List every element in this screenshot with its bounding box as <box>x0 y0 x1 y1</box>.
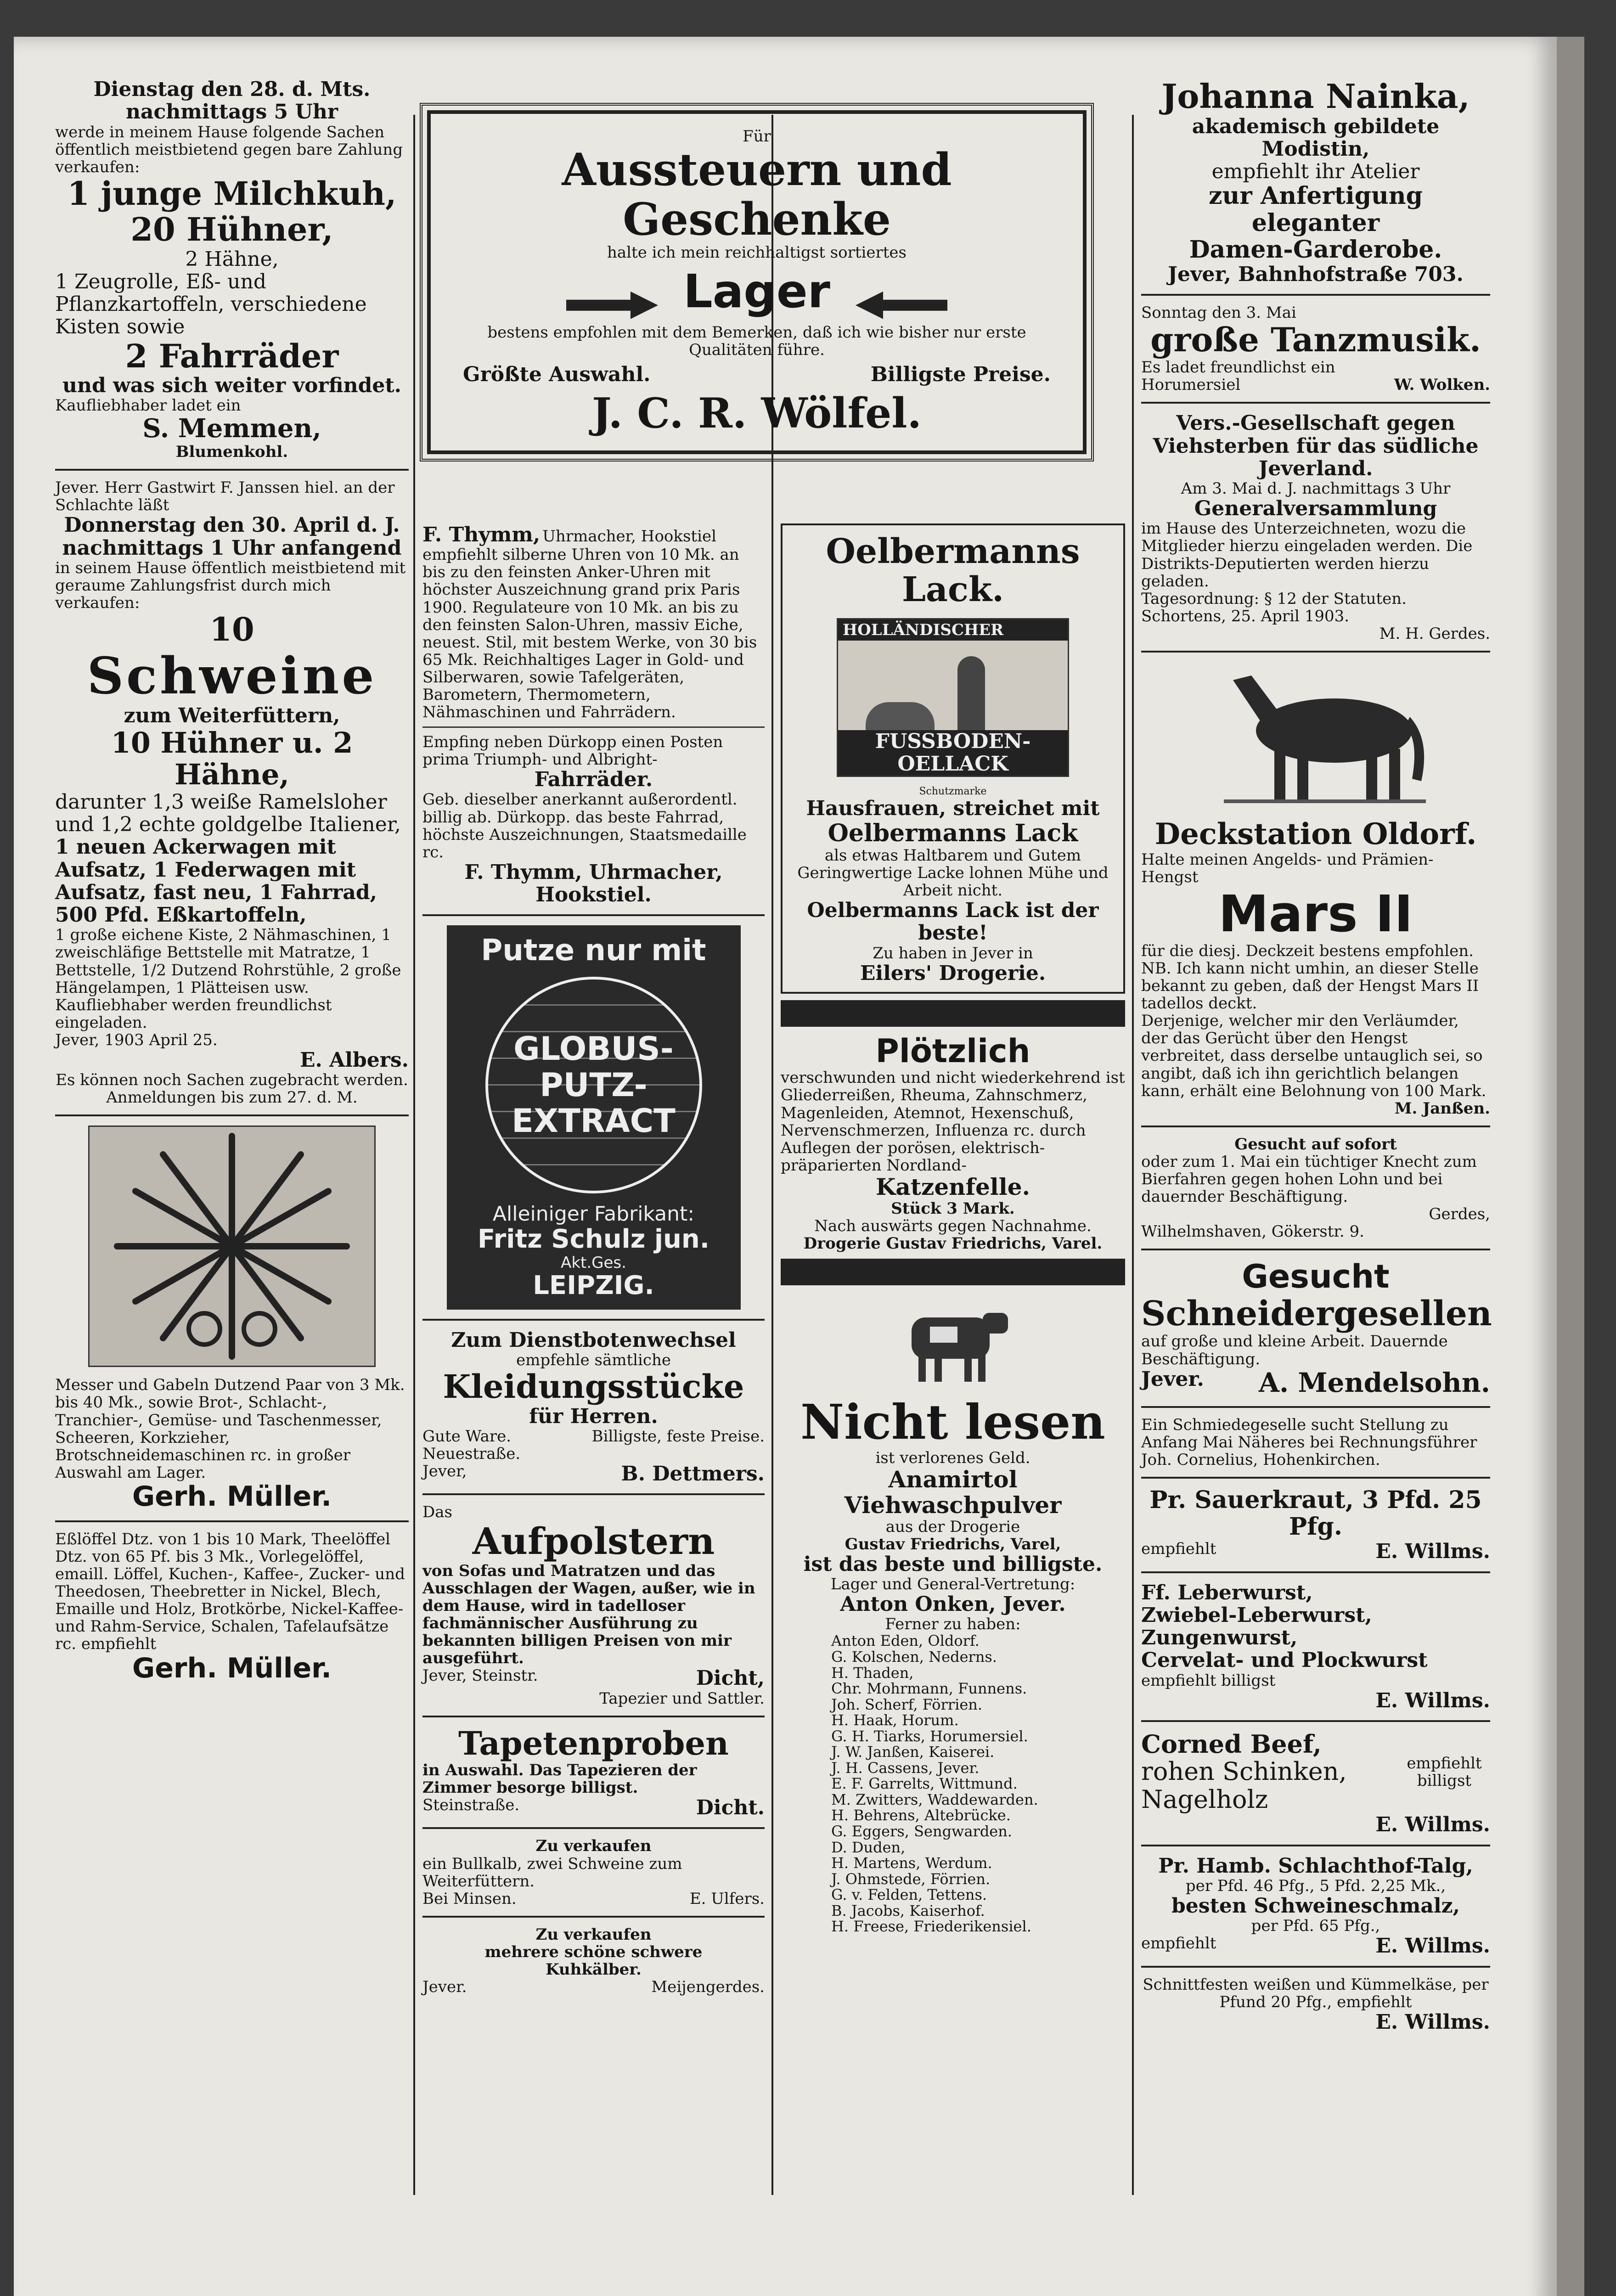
price-note: Billigste, feste Preise. <box>591 1427 765 1446</box>
headline: Putze nur mit <box>481 934 706 968</box>
body-text: bestens empfohlen mit dem Bemerken, daß ich wie bisher nur erste Qualitäten führe. <box>487 323 1026 359</box>
advertiser-name: E. Willms. <box>1375 2010 1490 2034</box>
product-name: Oelbermanns Lack <box>828 819 1078 847</box>
item-breeds: darunter 1,3 weiße Ramelsloher und 1,2 echte goldgelbe Italiener, <box>55 790 401 837</box>
headline: große Tanzmusik. <box>1150 320 1481 360</box>
advertiser-name: Gerh. Müller. <box>132 1480 332 1513</box>
column-2a <box>422 523 765 1996</box>
ad-schmiedegeselle <box>1141 1416 1490 1469</box>
also-available-label: Ferner zu haben: <box>885 1615 1021 1634</box>
column-4 <box>1141 78 1490 2033</box>
headline: Plötzlich <box>875 1032 1030 1070</box>
tin-label-bottom: FUSSBODEN-OELLACK <box>838 730 1068 776</box>
list-item: G. Kolschen, Nederns. <box>831 1648 997 1666</box>
headline: Aussteuern und Geschenke <box>562 144 952 245</box>
headline: Gesucht auf sofort <box>1234 1135 1397 1154</box>
advertiser-name: B. Dettmers. <box>621 1462 765 1486</box>
ad-auction-albers <box>55 479 409 1106</box>
address: Steinstraße. <box>422 1796 520 1815</box>
town: Jever, <box>422 1462 467 1480</box>
advertiser-name: Dicht. <box>696 1796 765 1820</box>
list-item: G. H. Tiarks, Horumersiel. <box>831 1727 1028 1745</box>
ad-meijengerdes-sale <box>422 1926 765 1996</box>
item-cow: 1 junge Milchkuh, <box>67 174 397 213</box>
signature: M. Janßen. <box>1394 1099 1490 1118</box>
place: Jever. <box>1141 1367 1204 1391</box>
body-text: auf große und kleine Arbeit. Dauernde Beschäftigung. <box>1141 1332 1448 1368</box>
ad-deckstation-oldorf <box>1141 662 1490 1117</box>
item-roosters: 2 Hähne, <box>185 247 279 271</box>
subline: empfiehlt ihr Atelier <box>1211 160 1420 184</box>
advertiser-name: Gerdes, <box>1429 1205 1490 1224</box>
agency-label: Lager und General-Vertretung: <box>830 1575 1075 1594</box>
tin-label-top: HOLLÄNDISCHER <box>838 619 1068 641</box>
slogan: ist das beste und billigste. <box>803 1552 1103 1576</box>
ad-auction-memmen <box>55 78 409 461</box>
list-item: Anton Eden, Oldorf. <box>831 1632 980 1650</box>
pointing-hand-icon <box>566 292 658 319</box>
body-text: als etwas Haltbarem und Gutem Geringwertige Lacke lohnen Mühe und Arbeit nicht. <box>797 846 1109 900</box>
brand-line-2: PUTZ- <box>540 1066 648 1104</box>
retailer-name: Eilers' Drogerie. <box>860 961 1046 985</box>
agenda: Tagesordnung: § 12 der Statuten. <box>1141 589 1407 608</box>
ad-katzenfelle <box>781 1033 1125 1252</box>
list-item: H. Thaden, <box>831 1664 914 1682</box>
item: Kuhkälber. <box>546 1960 642 1979</box>
advertiser-trade: Tapezier und Sattler. <box>599 1689 765 1708</box>
address: Jever, Steinstr. <box>422 1666 538 1685</box>
column-1 <box>55 78 409 1684</box>
list-item: Joh. Scherf, Förrien. <box>831 1695 983 1713</box>
ad-dicht-wallpaper <box>422 1726 765 1819</box>
price-2: per Pfd. 65 Pfg., <box>1251 1917 1380 1936</box>
advertiser-name: E. Ulfers. <box>689 1889 765 1908</box>
divider <box>422 1716 765 1717</box>
list-item: H. Haak, Horum. <box>831 1711 959 1729</box>
body-text: Ein Schmiedegeselle sucht Stellung zu Anfang Mai Näheres bei Rechnungsführer Joh. Cornelius, Hohenkirchen. <box>1141 1415 1477 1469</box>
product-name: Anamirtol Viehwaschpulver <box>844 1465 1062 1519</box>
trademark-note: Schutzmarke <box>919 785 987 797</box>
advertiser-name: F. Thymm, <box>422 523 541 546</box>
subline: Hausfrauen, streichet mit <box>806 797 1100 821</box>
agent-name: Anton Onken, Jever. <box>840 1593 1066 1616</box>
subline: Halte meinen Angelds- und Prämien-Hengst <box>1141 850 1434 886</box>
slogan-right: Billigste Preise. <box>870 362 1051 386</box>
black-bar <box>781 1000 1125 1027</box>
ad-ulfers-sale <box>422 1837 765 1907</box>
advertiser-name: A. Mendelsohn. <box>1258 1367 1490 1398</box>
cow-illustration <box>884 1294 1022 1386</box>
offer-text: Empfing neben Dürkopp einen Posten prima Triumph- und Albright- <box>422 733 723 769</box>
subline: empfehle sämtliche <box>516 1351 671 1370</box>
list-item: M. Zwitters, Waddewarden. <box>831 1790 1038 1808</box>
recommend-word: empfiehlt <box>1141 1934 1216 1953</box>
meeting-title: Generalversammlung <box>1194 497 1437 521</box>
bicycles-heading: Fahrräder. <box>534 768 653 792</box>
date-line: Sonntag den 3. Mai <box>1141 304 1296 322</box>
column-rule-1 <box>413 115 415 2195</box>
list-item: Chr. Mohrmann, Funnens. <box>831 1680 1027 1698</box>
list-item: G. v. Felden, Tettens. <box>831 1886 987 1904</box>
lager-word: Lager <box>683 264 830 319</box>
advertiser-name: E. Willms. <box>1375 1934 1490 1958</box>
list-item: J. H. Cassens, Jever. <box>831 1759 980 1777</box>
brand-line-3: EXTRACT <box>512 1102 676 1140</box>
advertiser-name: W. Wolken. <box>1394 376 1490 394</box>
pointing-hand-icon <box>856 292 947 319</box>
ad-nainka-modistin <box>1141 78 1490 286</box>
ad-thymm-watches <box>422 523 765 906</box>
ad-willms-sauerkraut <box>1141 1487 1490 1563</box>
headline: Zum Dienstbotenwechsel <box>451 1328 736 1352</box>
maker-suffix: Akt.Ges. <box>561 1253 626 1272</box>
place: Bei Minsen. <box>422 1889 517 1908</box>
ad-woelfel-lager <box>427 110 1087 454</box>
body-text: für die diesj. Deckzeit bestens empfohlen. NB. Ich kann nicht umhin, an dieser Stelle bekannt zu geben, daß der Hengst Mars II tadellos deckt. <box>1141 941 1479 1013</box>
item-rest: und was sich weiter vorfindet. <box>62 374 401 397</box>
list-item: G. Eggers, Sengwarden. <box>831 1823 1013 1840</box>
list-item: J. Ohmstede, Förrien. <box>831 1870 991 1888</box>
price-1: per Pfd. 46 Pfg., 5 Pfd. 2,25 Mk., <box>1185 1876 1446 1895</box>
headline: Nicht lesen <box>800 1394 1105 1451</box>
list-item: H. Behrens, Altebrücke. <box>831 1806 1011 1824</box>
body-text: verschwunden und nicht wiederkehrend ist Gliederreißen, Rheuma, Zahnschmerz, Magenleiden, Atemnot, Hexenschuß, Nervenschmerzen, Influenza rc. durch Auflegen der porösen, elektrisch-präparierten Nordland- <box>781 1069 1125 1175</box>
maker-label: Alleiniger Fabrikant: <box>492 1202 695 1226</box>
divider <box>55 1520 409 1522</box>
headline: Deckstation Oldorf. <box>1154 816 1477 851</box>
address: Jever, Bahnhofstraße 703. <box>1168 263 1464 287</box>
list-item: D. Duden, <box>831 1838 906 1856</box>
item-pigs: Schweine <box>87 646 377 706</box>
bicycles-text: Geb. dieselber anerkannt außerordentl. billig ab. Dürkopp. das beste Fahrrad, höchste Auszeichnungen, Staatsmedaille rc. <box>422 790 747 861</box>
slogan: Oelbermanns Lack ist der beste! <box>807 899 1099 945</box>
list-item: H. Freese, Friederikensiel. <box>831 1918 1031 1936</box>
divider <box>422 1827 765 1829</box>
invite-text: Es ladet freundlichst ein <box>1141 358 1335 377</box>
item-hens: 20 Hühner, <box>130 210 333 249</box>
subline: ist verlorenes Geld. <box>875 1448 1030 1467</box>
quality-note: Gute Ware. <box>422 1427 512 1446</box>
globe-icon <box>485 977 702 1193</box>
address: Wilhelmshaven, Gökerstr. 9. <box>1141 1222 1364 1241</box>
divider <box>1141 1477 1490 1479</box>
body-text: Schnittfesten weißen und Kümmelkäse, per Pfund 20 Pfg., empfiehlt <box>1143 1975 1489 2011</box>
intro-text: Jever. Herr Gastwirt F. Janssen hiel. an der Schlachte läßt <box>55 478 395 515</box>
street: Neuestraße. <box>422 1444 521 1463</box>
product-heading: Kleidungsstücke <box>443 1367 744 1406</box>
headline: Dienstag den 28. d. Mts. <box>93 78 371 101</box>
advertiser-name: S. Memmen, <box>142 413 321 444</box>
black-bar <box>781 1259 1125 1285</box>
place-date: Schortens, 25. April 1903. <box>1141 607 1350 625</box>
divider <box>1141 1406 1490 1408</box>
divider <box>422 1916 765 1918</box>
divider <box>422 726 765 728</box>
ad-cutlery-mueller <box>55 1125 409 1512</box>
advertiser-name: Meijengerdes. <box>651 1978 765 1997</box>
divider <box>422 914 765 916</box>
advertiser-trade: Uhrmacher, Hookstiel <box>542 527 716 546</box>
divider <box>1141 651 1490 653</box>
ad-dettmers-clothing <box>422 1329 765 1485</box>
advertiser-name: Dicht, <box>696 1666 765 1690</box>
item-4: Cervelat- und Plockwurst <box>1141 1649 1428 1672</box>
body-text: im Hause des Unterzeichneten, wozu die Mitglieder hierzu eingeladen werden. Die Distrikts-Deputierten werden hierzu geladen. <box>1141 519 1473 591</box>
ad-mendelsohn <box>1141 1259 1490 1397</box>
divider <box>1141 294 1490 296</box>
mail-order-note: Nach auswärts gegen Nachnahme. <box>814 1216 1092 1235</box>
divider <box>55 469 409 471</box>
time-line: nachmittags 1 Uhr anfangend <box>62 536 402 560</box>
headline: Vers.-Gesellschaft gegen Viehsterben für das südliche Jeverland. <box>1153 411 1479 480</box>
ad-knecht-wanted <box>1141 1136 1490 1240</box>
invite-text: Kaufliebhaber ladet ein <box>55 396 241 415</box>
body-text: von Sofas und Matratzen und das Ausschlagen der Wagen, außer, wie in dem Hause, wird in tadelloser fachmännischer Ausführung zu bekannten billigen Preisen von mir ausgeführt. <box>422 1561 755 1668</box>
drugstore-name: Gustav Friedrichs, Varel, <box>845 1535 1061 1553</box>
advertiser-place: Blumenkohl. <box>175 443 288 461</box>
advertiser-name: E. Willms. <box>1375 1688 1490 1712</box>
body-text: Messer und Gabeln Dutzend Paar von 3 Mk. bis 40 Mk., sowie Brot-, Schlacht-, Tranchier-, Gemüse- und Taschenmesser, Scheeren, Korkzieher, Brotschneidemaschinen rc. in großer Auswahl am Lager. <box>55 1376 405 1482</box>
column-3 <box>781 523 1125 1935</box>
product-sub: für Herren. <box>529 1404 658 1428</box>
list-item: E. F. Garrelts, Wittmund. <box>831 1775 1018 1793</box>
advertiser-name: J. C. R. Wölfel. <box>592 389 922 438</box>
divider <box>1141 402 1490 404</box>
body-text: in seinem Hause öffentlich meistbietend mit geraume Zahlungsfrist durch mich verkaufen: <box>55 558 406 612</box>
item-2: Zwiebel-Leberwurst, <box>1141 1603 1372 1627</box>
subline: halte ich mein reichhaltigst sortiertes <box>607 243 907 262</box>
item-2: besten Schweineschmalz, <box>1171 1894 1460 1918</box>
date-line: Am 3. Mai d. J. nachmittags 3 Uhr <box>1181 479 1451 498</box>
list-item: J. W. Janßen, Kaiserei. <box>831 1743 995 1761</box>
ad-spoons-mueller <box>55 1531 409 1684</box>
headline: Aufpolstern <box>472 1519 715 1563</box>
ad-willms-sausage <box>1141 1581 1490 1712</box>
item-furniture: 1 große eichene Kiste, 2 Nähmaschinen, 1 zweischläfige Bettstelle mit Matratze, 1 Bettstelle, 1/2 Dutzend Rohrstühle, 2 große Hängelampen, 1 Plätteisen usw. Kaufliebhaber werden freundlichst eingeladen. <box>55 926 401 1032</box>
product-name: Katzenfelle. <box>875 1173 1030 1200</box>
item-1: Ff. Leberwurst, <box>1141 1581 1313 1604</box>
place: Horumersiel <box>1141 376 1241 394</box>
intro-word: Für <box>743 127 771 146</box>
time-line: nachmittags 5 Uhr <box>125 100 338 124</box>
item-3: Nagelholz <box>1141 1784 1268 1814</box>
service-line-2: Damen-Garderobe. <box>1189 235 1442 264</box>
body-text: ein Bullkalb, zwei Schweine zum Weiterfüttern. <box>422 1854 682 1891</box>
slogan-left: Größte Auswahl. <box>463 362 651 386</box>
recommend-line: empfiehlt billigst <box>1141 1671 1276 1690</box>
headline: Zu verkaufen <box>535 1925 652 1944</box>
stallion-name: Mars II <box>1218 884 1413 943</box>
advertiser-name: Johanna Nainka, <box>1161 77 1470 116</box>
recommend-line: empfiehlt billigst <box>1407 1754 1482 1790</box>
body-text: in Auswahl. Das Tapezieren der Zimmer besorge billigst. <box>422 1761 697 1797</box>
ad-willms-talg <box>1141 1855 1490 1958</box>
divider <box>422 1319 765 1321</box>
profession: akademisch gebildete Modistin, <box>1192 114 1440 161</box>
list-item: B. Jacobs, Kaiserhof. <box>831 1902 985 1919</box>
headline: Tapetenproben <box>458 1724 729 1762</box>
place: Jever. <box>422 1978 467 1997</box>
item-3: Zungenwurst, <box>1141 1626 1298 1650</box>
body-text: werde in meinem Hause folgende Sachen öffentlich meistbietend gegen bare Zahlung verkaufen: <box>55 123 403 176</box>
headline: Pr. Sauerkraut, 3 Pfd. 25 Pfg. <box>1149 1486 1482 1541</box>
item-1: Pr. Hamb. Schlachthof-Talg, <box>1158 1854 1473 1878</box>
maker-city: LEIPZIG. <box>533 1271 654 1301</box>
advertiser-signature: F. Thymm, Uhrmacher, Hookstiel. <box>464 860 723 907</box>
advertiser-name: E. Albers. <box>299 1048 409 1072</box>
headline: Zu verkaufen <box>535 1837 652 1856</box>
column-2 <box>422 78 1111 454</box>
advertiser-name: Drogerie Gustav Friedrichs, Varel. <box>803 1234 1103 1253</box>
position: Schneidergesellen <box>1141 1294 1492 1334</box>
divider <box>55 1114 409 1116</box>
source-line: aus der Drogerie <box>885 1517 1020 1536</box>
count-number: 10 <box>209 610 254 649</box>
ad-willms-cheese <box>1141 1976 1490 2033</box>
body-text: oder zum 1. Mai ein tüchtiger Knecht zum Bierfahren gegen hohen Lohn und bei dauernder Beschäftigung. <box>1141 1152 1477 1206</box>
maker-name: Fritz Schulz jun. <box>477 1224 710 1255</box>
reward-text: Derjenige, welcher mir den Verläumder, der das Gerücht über den Hengst verbreitet, dass derselbe untauglich sei, so angibt, daß ich ihn gerichtlich belangen kann, erhält eine Belohnung von 100 Mark. <box>1141 1012 1486 1100</box>
item-misc: 1 Zeugrolle, Eß- und Pflanzkartoffeln, verschiedene Kisten sowie <box>55 270 367 339</box>
date-line: Jever, 1903 April 25. <box>55 1030 218 1049</box>
divider <box>1141 1571 1490 1573</box>
ad-dicht-upholstery <box>422 1503 765 1707</box>
divider <box>422 1493 765 1495</box>
advertiser-name: E. Willms. <box>1375 1813 1490 1837</box>
body-text: Eßlöffel Dtz. von 1 bis 10 Mark, Theelöffel Dtz. von 65 Pf. bis 3 Mk., Vorlegelöffel, emaill. Löffel, Kuchen-, Kaffee-, Zucker- und Theedosen, Theebretter in Nickel, Blech, Emaille und Holz, Brotkörbe, Nickel-Kaffee- und Rahm-Service, Schalen, Tafelaufsätze rc. empfiehlt <box>55 1530 405 1654</box>
lack-tin-illustration <box>837 618 1069 777</box>
divider <box>1141 1125 1490 1127</box>
footer-note: Es können noch Sachen zugebracht werden. Anmeldungen bis zum 27. d. M. <box>56 1071 408 1107</box>
item-wagons: 1 neuen Ackerwagen mit Aufsatz, 1 Federwagen mit Aufsatz, fast neu, 1 Fahrrad, 500 Pfd. Eßkartoffeln, <box>55 835 377 927</box>
ad-willms-cornedbeef <box>1141 1730 1490 1836</box>
retailer-list <box>781 1633 1125 1934</box>
column-rule-3 <box>1132 115 1134 2195</box>
page-edge <box>1557 37 1584 2296</box>
ad-oelbermanns-lack <box>781 523 1125 994</box>
item-pigs-note: zum Weiterfüttern, <box>124 703 340 727</box>
list-item: H. Martens, Werdum. <box>831 1854 992 1872</box>
item-2: rohen Schinken, <box>1141 1757 1347 1786</box>
item-bicycles: 2 Fahrräder <box>125 337 339 375</box>
divider <box>1141 1720 1490 1722</box>
ad-wolken-dance <box>1141 304 1490 394</box>
item-1: Corned Beef, <box>1141 1729 1322 1759</box>
headline: Oelbermanns Lack. <box>826 532 1080 609</box>
date-line: Donnerstag den 30. April d. J. <box>64 513 400 537</box>
ad-globus-putz <box>447 925 741 1309</box>
advertiser-name: Gerh. Müller. <box>132 1652 332 1684</box>
horse-illustration <box>1196 662 1435 809</box>
headline: Gesucht <box>1242 1258 1390 1296</box>
divider <box>1141 1966 1490 1968</box>
body-text: mehrere schöne schwere <box>484 1942 703 1961</box>
service-line-1: zur Anfertigung eleganter <box>1209 182 1423 237</box>
divider <box>1141 1249 1490 1250</box>
intro-word: Das <box>422 1503 452 1522</box>
item-poultry: 10 Hühner u. 2 Hähne, <box>111 726 353 792</box>
ad-anamirtol <box>781 1294 1125 1935</box>
signature: M. H. Gerdes. <box>1379 624 1490 643</box>
available-text: Zu haben in Jever in <box>873 944 1033 962</box>
brand-line-1: GLOBUS- <box>513 1030 674 1068</box>
price: Stück 3 Mark. <box>891 1199 1015 1218</box>
recommend-word: empfiehlt <box>1141 1540 1216 1559</box>
ad-insurance-meeting <box>1141 412 1490 642</box>
advertiser-name: E. Willms. <box>1375 1540 1490 1564</box>
divider <box>1141 1845 1490 1846</box>
body-text: empfiehlt silberne Uhren von 10 Mk. an bis zu den feinsten Anker-Uhren mit höchster Auszeichnung grand prix Paris 1900. Regulateure von 10 Mk. an bis zu den feinsten Salon-Uhren, massiv Eiche, neuest. Stil, mit bestem Werke, von 30 bis 65 Mk. Reichhaltiges Lager in Gold- und Silberwaren, sowie Tafelgeräten, Barometern, Thermometern, Nähmaschinen und Fahrrädern. <box>422 546 757 721</box>
cutlery-illustration <box>88 1125 376 1367</box>
